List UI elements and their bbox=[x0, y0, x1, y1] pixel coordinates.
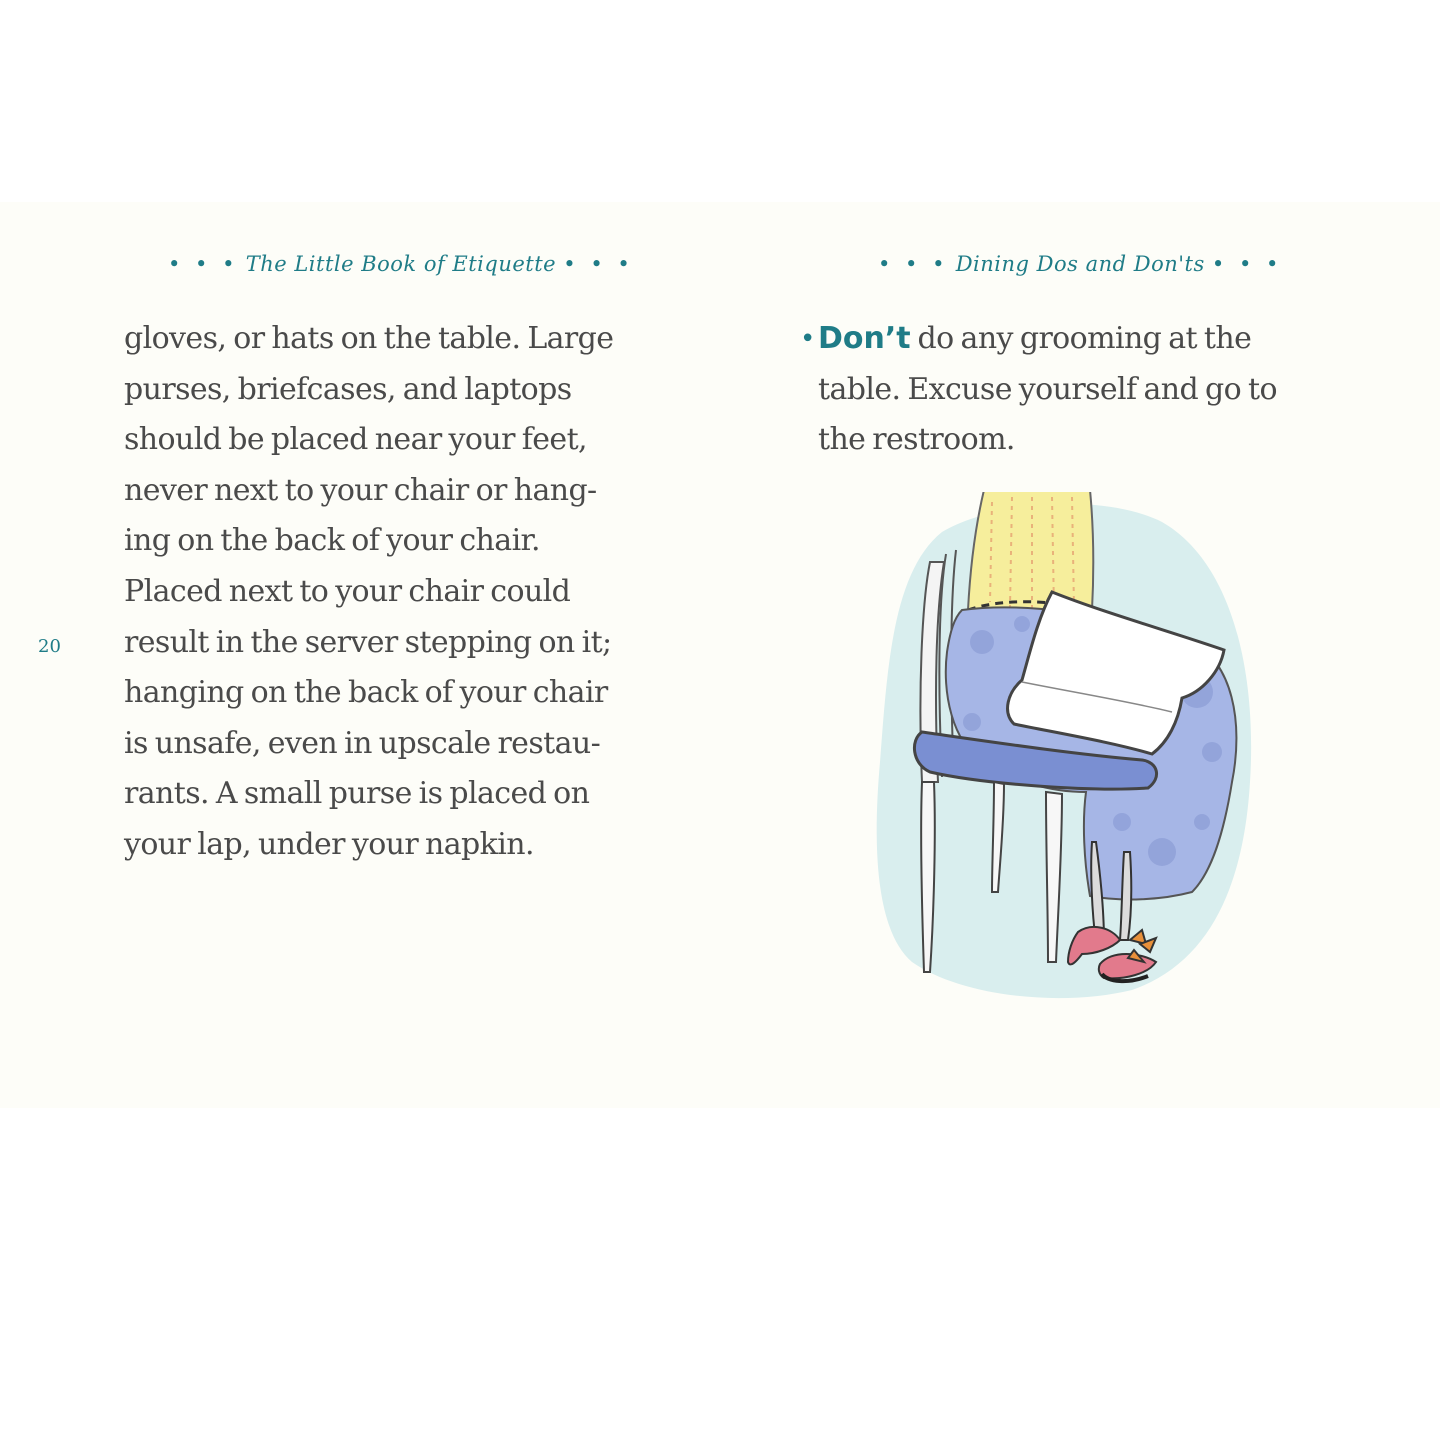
body-line: gloves, or hats on the table. Large bbox=[124, 321, 614, 356]
running-head-dots: • • • bbox=[563, 252, 634, 276]
body-line: rants. A small purse is placed on bbox=[124, 776, 590, 812]
running-head-title: Dining Dos and Don'ts bbox=[955, 252, 1205, 276]
running-head-dots: • • • bbox=[878, 252, 949, 276]
running-head-left bbox=[168, 252, 634, 276]
bullet-icon: • bbox=[800, 324, 815, 354]
sweater bbox=[968, 492, 1093, 618]
body-line bbox=[818, 314, 1338, 365]
dont-keyword: Don’t bbox=[818, 321, 911, 356]
book-spread bbox=[0, 202, 1440, 1108]
body-line: hanging on the back of your chair bbox=[124, 675, 608, 711]
running-head-dots: • • • bbox=[1211, 252, 1283, 276]
body-line: table. Excuse yourself and go to bbox=[818, 371, 1277, 407]
body-line: is unsafe, even in upscale restau- bbox=[124, 725, 601, 761]
running-head-title: The Little Book of Etiquette bbox=[245, 252, 557, 276]
body-line: should be placed near your feet, bbox=[124, 422, 587, 458]
body-line: Placed next to your chair could bbox=[124, 573, 571, 609]
running-head-right bbox=[878, 252, 1282, 276]
body-line: never next to your chair or hang- bbox=[124, 472, 597, 508]
body-line: your lap, under your napkin. bbox=[124, 826, 534, 862]
body-line-rest: do any grooming at the bbox=[910, 321, 1252, 356]
body-line: purses, briefcases, and laptops bbox=[124, 371, 572, 407]
body-line: result in the server stepping on it; bbox=[124, 624, 612, 660]
body-line: the restroom. bbox=[818, 422, 1015, 458]
seated-woman-illustration bbox=[872, 492, 1252, 1002]
left-page-body bbox=[124, 314, 684, 871]
running-head-dots: • • • bbox=[168, 252, 239, 276]
right-page-body bbox=[800, 314, 1338, 466]
page-number: 20 bbox=[38, 636, 61, 657]
body-line: ing on the back of your chair. bbox=[124, 523, 540, 559]
